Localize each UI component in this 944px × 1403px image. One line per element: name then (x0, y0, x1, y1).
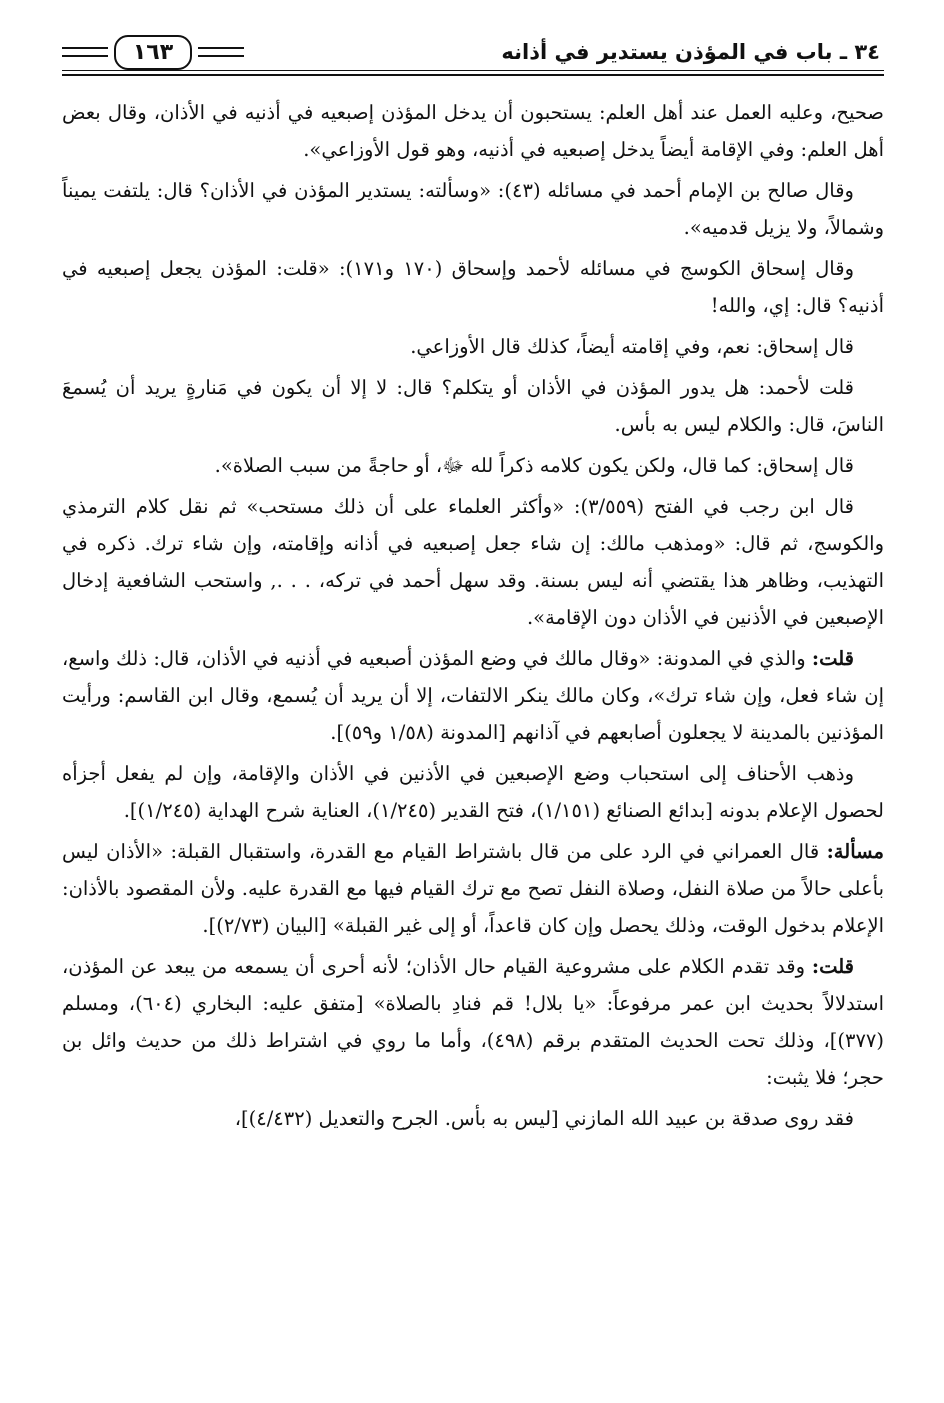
paragraph-text: والذي في المدونة: «وقال مالك في وضع المؤذن أصبعيه في أذنيه في الأذان، قال: ذلك واسع، إن شاء فعل، وإن شاء ترك»، وكان مالك ينكر الالتفات، إلا أن يريد أن يُسمع، وقال ابن القاسم: ورأيت المؤذنين بالمدينة لا يجعلون أصابعهم في آذانهم [المدونة (١/٥٨ و٥٩)]. (62, 647, 884, 744)
paragraph (62, 172, 884, 246)
ornament-line-left (62, 47, 108, 57)
paragraph (62, 1100, 884, 1137)
page-body (62, 94, 884, 1137)
paragraph (62, 250, 884, 324)
paragraph-text: قال العمراني في الرد على من قال باشتراط القيام مع القدرة، واستقبال القبلة: «الأذان ليس بأعلى حالاً من صلاة النفل، وصلاة النفل تصح مع ترك القيام فيها مع القدرة عليه. ولأن المقصود بالأذان: الإعلام بدخول الوقت، وذلك يحصل وإن كان قاعداً، أو إلى غير القبلة» [البيان (٢/٧٣)]. (62, 840, 884, 937)
paragraph-text: قال إسحاق: كما قال، ولكن يكون كلامه ذكراً لله ﷻ، أو حاجةً من سبب الصلاة». (214, 454, 854, 477)
paragraph-text: وقال إسحاق الكوسج في مسائله لأحمد وإسحاق (١٧٠ و١٧١): «قلت: المؤذن يجعل إصبعيه في أذنيه؟ قال: إي، والله! (62, 257, 884, 317)
page-number: ١٦٣ (114, 35, 192, 70)
paragraph (62, 328, 884, 365)
paragraph-text: وقد تقدم الكلام على مشروعية القيام حال الأذان؛ لأنه أحرى أن يسمعه من يبعد عن المؤذن، استدلالاً بحديث ابن عمر مرفوعاً: «يا بلال! قم فنادِ بالصلاة» [متفق عليه: البخاري (٦٠٤)، ومسلم (٣٧٧)]، وذلك تحت الحديث المتقدم برقم (٤٩٨)، وأما ما روي في اشتراط ذلك من حديث وائل بن حجر؛ فلا يثبت: (62, 955, 884, 1089)
book-page (62, 26, 884, 1141)
paragraph-lead: مسألة: (826, 840, 884, 863)
paragraph (62, 833, 884, 944)
paragraph (62, 948, 884, 1096)
header-rule (62, 70, 884, 76)
paragraph (62, 94, 884, 168)
paragraph (62, 755, 884, 829)
paragraph-text: قال ابن رجب في الفتح (٣/٥٥٩): «وأكثر العلماء على أن ذلك مستحب» ثم نقل كلام الترمذي والكوسج، ثم قال: «ومذهب مالك: إن شاء جعل إصبعيه في أذانه وإقامته، وإن شاء ترك. ذكره في التهذيب، وظاهر هذا يقتضي أنه ليس بسنة. وقد سهل أحمد في تركه، . . ., واستحب الشافعية إدخال الإصبعين في الأذنين في الأذان دون الإقامة». (62, 495, 884, 629)
paragraph-text: فقد روى صدقة بن عبيد الله المازني [ليس به بأس. الجرح والتعديل (٤/٤٣٢)]، (234, 1107, 854, 1130)
page-header (62, 26, 884, 78)
paragraph (62, 447, 884, 484)
paragraph (62, 640, 884, 751)
paragraph-text: وقال صالح بن الإمام أحمد في مسائله (٤٣): «وسألته: يستدير المؤذن في الأذان؟ قال: يلتفت يميناً وشمالاً، ولا يزيل قدميه». (62, 179, 884, 239)
paragraph (62, 369, 884, 443)
paragraph-lead: قلت: (811, 955, 854, 978)
paragraph-text: وذهب الأحناف إلى استحباب وضع الإصبعين في الأذنين في الأذان والإقامة، وإن لم يفعل أجزأه لحصول الإعلام بدونه [بدائع الصنائع (١/١٥١)، فتح القدير (١/٢٤٥)، العناية شرح الهداية (١/٢٤٥)]. (62, 762, 884, 822)
ornament-line-right (198, 47, 244, 57)
paragraph-text: صحيح، وعليه العمل عند أهل العلم: يستحبون أن يدخل المؤذن إصبعيه في أذنيه في الأذان، وقال بعض أهل العلم: وفي الإقامة أيضاً يدخل إصبعيه في أذنيه، وهو قول الأوزاعي». (62, 101, 884, 161)
page-number-ornament (62, 35, 244, 70)
paragraph-text: قلت لأحمد: هل يدور المؤذن في الأذان أو يتكلم؟ قال: لا إلا أن يكون في مَنارةٍ يريد أن يُسمعَ الناسَ، قال: والكلام ليس به بأس. (62, 376, 884, 436)
paragraph (62, 488, 884, 636)
paragraph-lead: قلت: (811, 647, 854, 670)
running-title: ٣٤ ـ باب في المؤذن يستدير في أذانه (501, 40, 880, 64)
paragraph-text: قال إسحاق: نعم، وفي إقامته أيضاً، كذلك قال الأوزاعي. (410, 335, 854, 358)
